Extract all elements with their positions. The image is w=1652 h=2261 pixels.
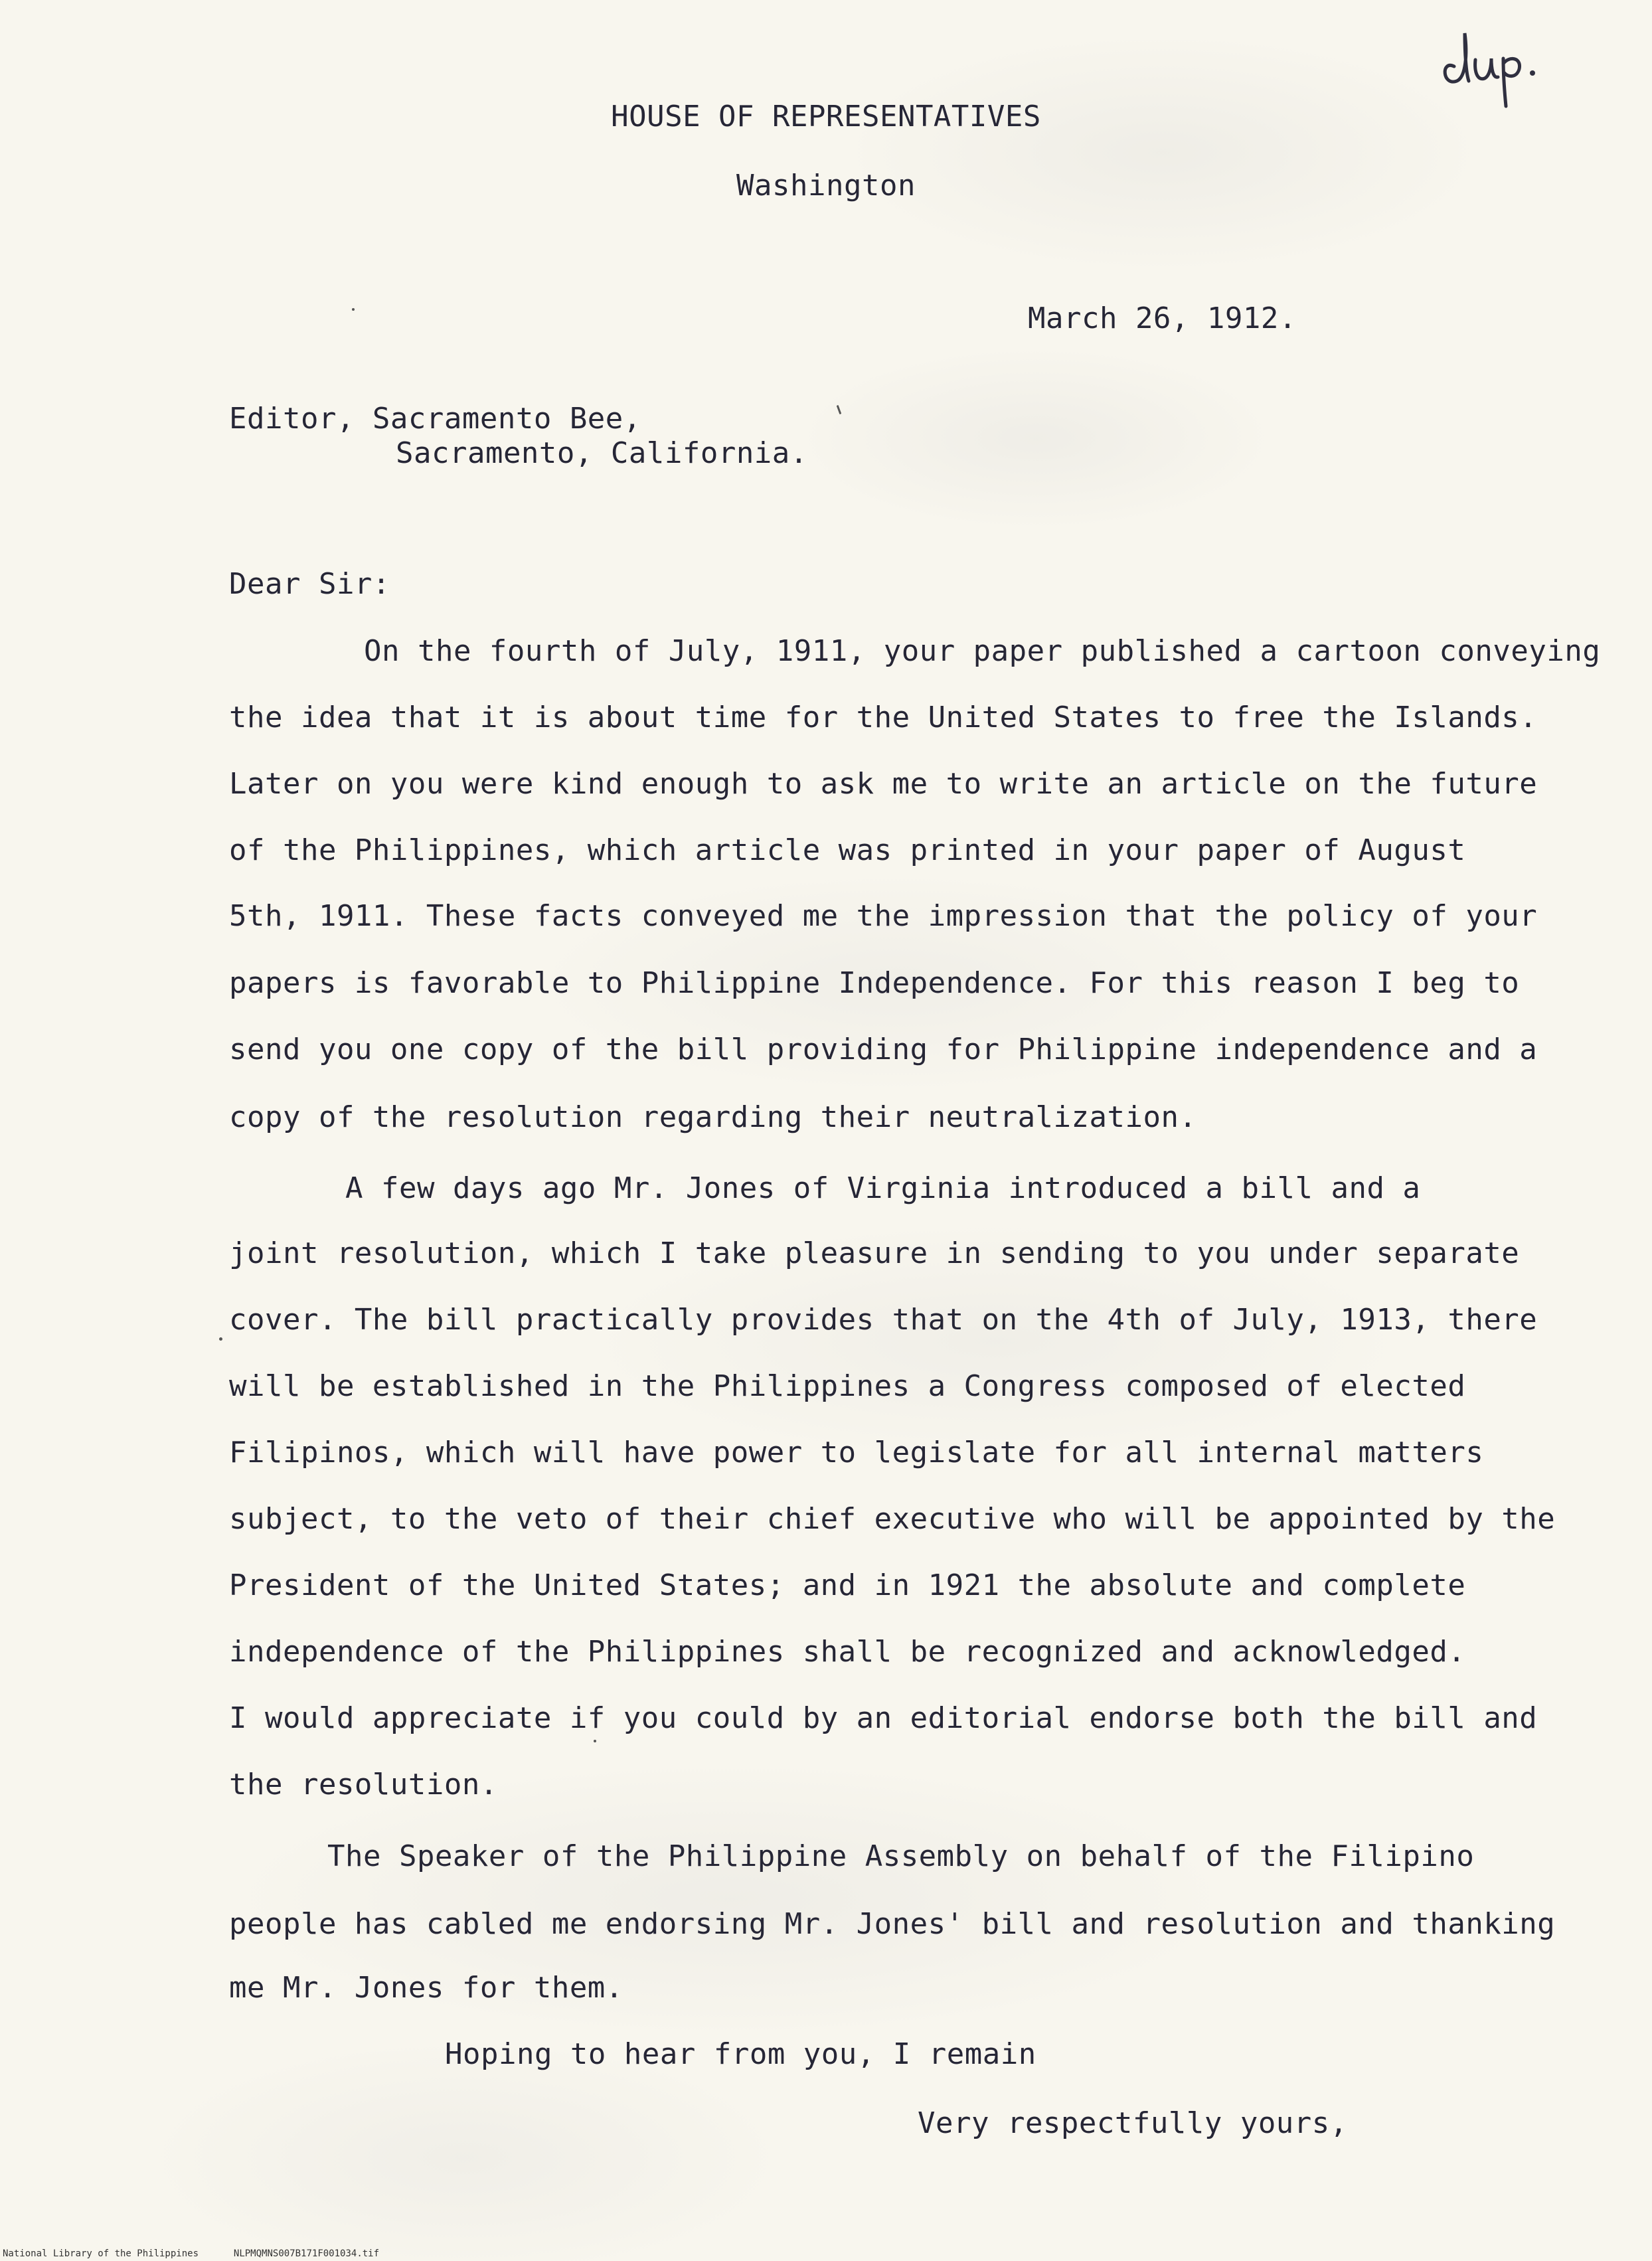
body-line: Hoping to hear from you, I remain [445, 2037, 1036, 2071]
body-line: On the fourth of July, 1911, your paper published a cartoon conveying [364, 634, 1601, 668]
body-line: cover. The bill practically provides that on the 4th of July, 1913, there [229, 1303, 1538, 1337]
body-line: Filipinos, which will have power to legislate for all internal matters [229, 1436, 1484, 1469]
body-line: Later on you were kind enough to ask me to write an article on the future [229, 767, 1538, 801]
body-line: me Mr. Jones for them. [229, 1971, 623, 2005]
body-line: I would appreciate if you could by an editorial endorse both the bill and [229, 1701, 1538, 1735]
footer-file: NLPMQMNS007B171F001034.tif [233, 2248, 380, 2259]
scan-speck [219, 1337, 222, 1341]
scan-footer [3, 2248, 379, 2259]
body-line: A few days ago Mr. Jones of Virginia introduced a bill and a [345, 1171, 1421, 1205]
body-line: papers is favorable to Philippine Independence. For this reason I beg to [229, 966, 1520, 1000]
body-line: the resolution. [229, 1768, 498, 1801]
scan-speck [594, 1740, 596, 1742]
scan-speck [352, 308, 355, 311]
body-line: The Speaker of the Philippine Assembly on behalf of the Filipino [327, 1839, 1475, 1873]
salutation: Dear Sir: [229, 567, 390, 601]
body-line: subject, to the veto of their chief executive who will be appointed by the [229, 1502, 1556, 1536]
body-line: joint resolution, which I take pleasure in sending to you under separate [229, 1236, 1520, 1270]
body-line: will be established in the Philippines a Congress composed of elected [229, 1369, 1466, 1403]
letter-date: March 26, 1912. [1028, 301, 1297, 335]
letterhead-city: Washington [736, 169, 916, 203]
scan-speck [837, 405, 842, 414]
body-line: the idea that it is about time for the United States to free the Islands. [229, 701, 1538, 734]
letterhead-title: HOUSE OF REPRESENTATIVES [611, 100, 1041, 133]
recipient-line-1: Editor, Sacramento Bee, [229, 402, 641, 436]
complimentary-close: Very respectfully yours, [918, 2106, 1348, 2140]
body-line: of the Philippines, which article was printed in your paper of August [229, 833, 1466, 867]
body-line: President of the United States; and in 1921 the absolute and complete [229, 1568, 1466, 1602]
recipient-line-2: Sacramento, California. [396, 436, 808, 470]
footer-source: National Library of the Philippines [3, 2248, 199, 2259]
body-line: independence of the Philippines shall be recognized and acknowledged. [229, 1635, 1466, 1669]
body-line: copy of the resolution regarding their neutralization. [229, 1100, 1197, 1134]
body-line: people has cabled me endorsing Mr. Jones' bill and resolution and thanking [229, 1907, 1556, 1941]
body-line: 5th, 1911. These facts conveyed me the impression that the policy of your [229, 899, 1538, 933]
body-line: send you one copy of the bill providing for Philippine independence and a [229, 1033, 1538, 1066]
